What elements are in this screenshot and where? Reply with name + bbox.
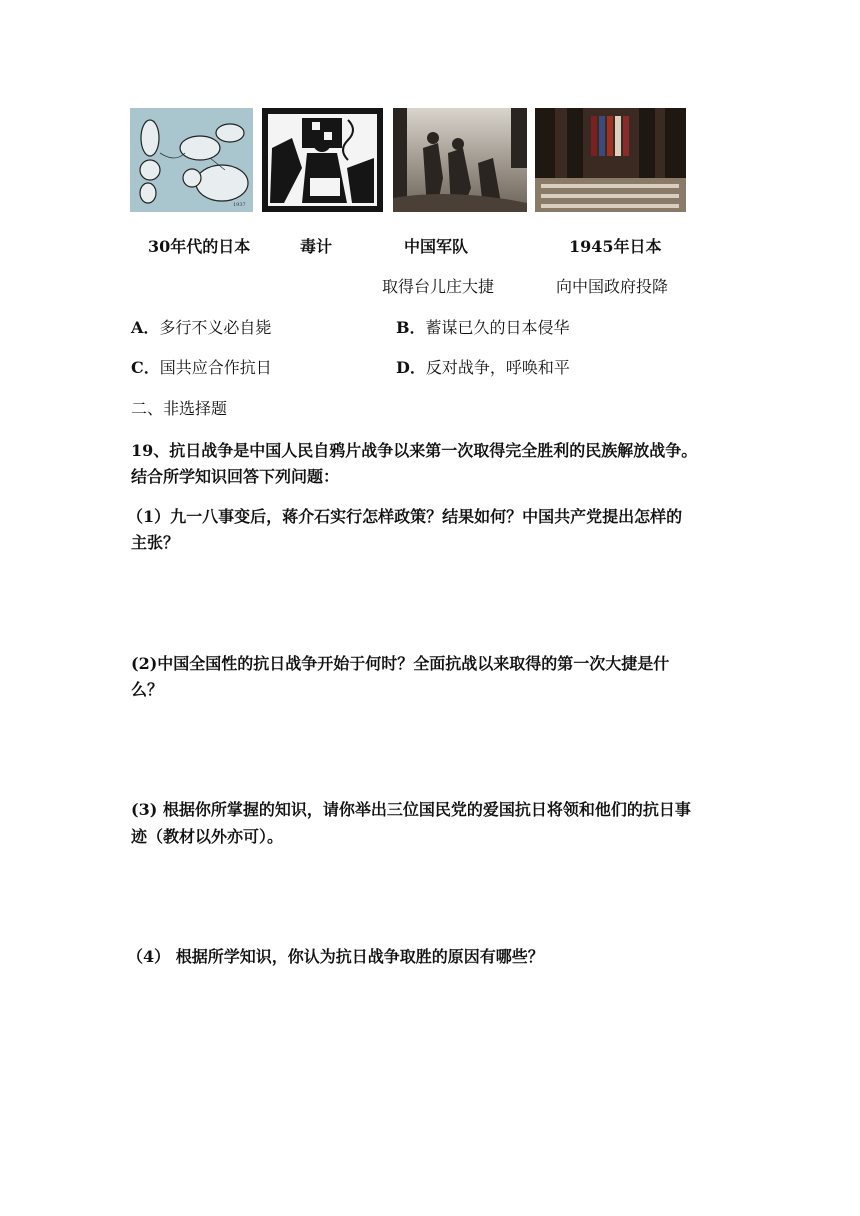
- photo-taierzhuang-victory-image: [393, 108, 527, 212]
- option-d[interactable]: [396, 355, 570, 378]
- woodcut-poison-scheme-image: [262, 108, 383, 212]
- q19-part1-line1: （1）九一八事变后，蒋介石实行怎样政策？结果如何？中国共产党提出怎样的: [127, 507, 683, 526]
- q19-part2-line1: (2)中国全国性的抗日战争开始于何时？全面抗战以来取得的第一次大捷是什: [131, 654, 670, 673]
- woodcut-poison-scheme-drawing: [262, 108, 383, 212]
- photo-taierzhuang-victory-drawing: [393, 108, 527, 212]
- caption-chinese-army: 中国军队: [404, 237, 469, 256]
- option-d-letter: D．: [396, 358, 426, 377]
- caption-surrender-to-china: 向中国政府投降: [556, 277, 669, 296]
- q19-part1-line2: 主张？: [131, 533, 180, 552]
- section-title-non-choice: 二、非选择题: [131, 399, 228, 418]
- caption-1930s-japan: 30年代的日本: [148, 237, 251, 256]
- photo-japan-surrender-1945-image: [535, 108, 686, 212]
- q19-intro-line1: 19、抗日战争是中国人民自鸦片战争以来第一次取得完全胜利的民族解放战争。: [131, 441, 698, 460]
- option-d-text: 反对战争，呼唤和平: [425, 358, 570, 377]
- cartoon-1930s-japan-drawing: [130, 108, 253, 212]
- q19-part3-line1: (3) 根据你所掌握的知识，请你举出三位国民党的爱国抗日将领和他们的抗日事: [131, 800, 691, 819]
- q19-intro-line2: 结合所学知识回答下列问题：: [131, 467, 340, 486]
- caption-poison-scheme: 毒计: [300, 237, 333, 256]
- q19-part2-line2: 么？: [131, 680, 164, 699]
- option-a-text: 多行不义必自毙: [159, 318, 272, 337]
- photo-japan-surrender-1945-drawing: [535, 108, 686, 212]
- caption-taierzhuang-victory: 取得台儿庄大捷: [382, 277, 495, 296]
- option-c-letter: C．: [131, 358, 160, 377]
- q19-part3-line2: 迹（教材以外亦可）。: [131, 827, 284, 846]
- option-b-text: 蓄谋已久的日本侵华: [425, 318, 570, 337]
- svg-text:1937: 1937: [233, 202, 246, 208]
- option-a[interactable]: [131, 315, 271, 338]
- option-c[interactable]: [131, 355, 272, 378]
- option-b-letter: B．: [396, 318, 426, 337]
- q19-part4-line1: （4） 根据所学知识，你认为抗日战争取胜的原因有哪些？: [127, 947, 544, 966]
- option-b[interactable]: [396, 315, 570, 338]
- option-c-text: 国共应合作抗日: [159, 358, 272, 377]
- cartoon-1930s-japan-image: [130, 108, 253, 212]
- caption-1945-japan: 1945年日本: [569, 237, 662, 256]
- option-a-letter: A．: [131, 318, 160, 337]
